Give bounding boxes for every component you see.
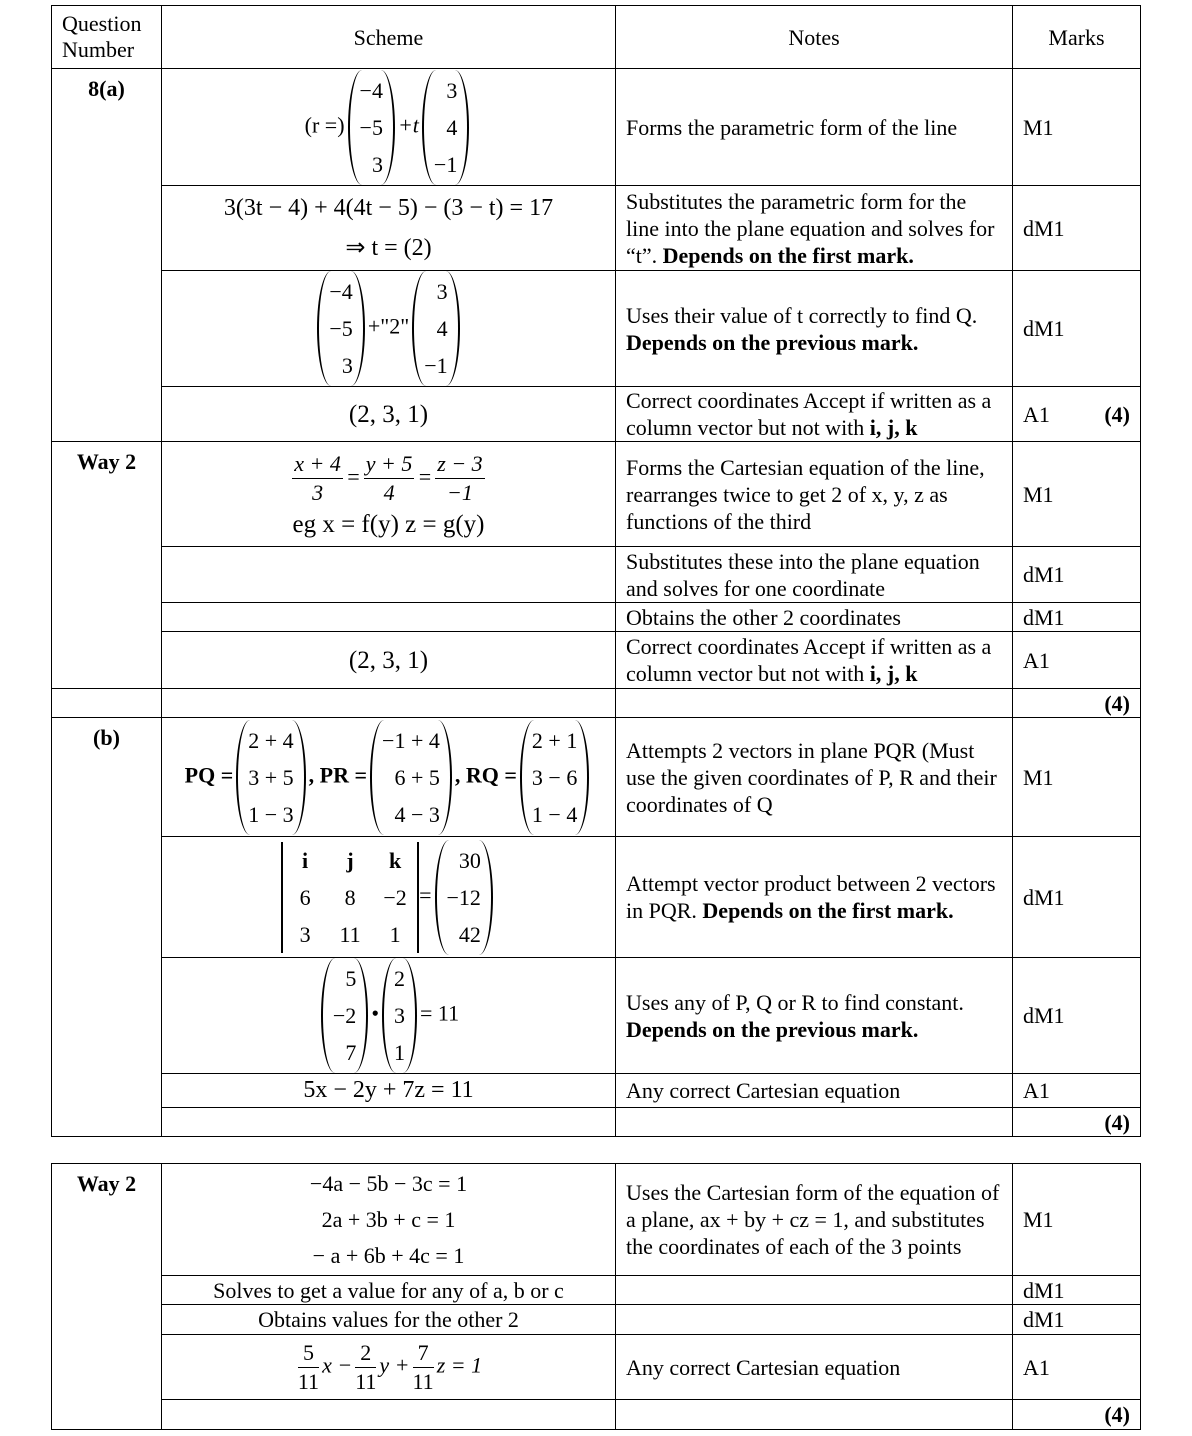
notes-cell: Uses their value of t correctly to find Q. Depends on the previous mark. — [616, 271, 1013, 387]
column-vector: 2 3 1 — [382, 958, 417, 1073]
notes-cell: Correct coordinates Accept if written as a column vector but not with i, j, k — [616, 387, 1013, 442]
notes-cell: Any correct Cartesian equation — [616, 1074, 1013, 1108]
scheme-cell — [162, 603, 616, 632]
marks-cell: M1 — [1013, 1164, 1141, 1276]
table-row — [52, 958, 1141, 1074]
table-row — [52, 837, 1141, 958]
scheme-cell: −4 −5 3 +"2" 3 4 −1 — [162, 271, 616, 387]
column-vector: 2 + 4 3 + 5 1 − 3 — [236, 720, 305, 835]
notes-cell: Any correct Cartesian equation — [616, 1335, 1013, 1400]
marks-cell — [1013, 1108, 1141, 1137]
marks-cell: dM1 — [1013, 1276, 1141, 1305]
question-number: 8(a) — [52, 69, 162, 442]
column-vector: 5 −2 7 — [321, 958, 368, 1073]
table-row — [52, 387, 1141, 442]
marks-cell — [1013, 689, 1141, 718]
table-row — [52, 718, 1141, 837]
column-vector: 3 4 −1 — [412, 271, 459, 386]
scheme-cell: 3(3t − 4) + 4(4t − 5) − (3 − t) = 17 ⇒ t = (2) — [162, 186, 616, 271]
column-vector: −1 + 4 6 + 5 4 − 3 — [370, 720, 452, 835]
mark-scheme-table-1 — [51, 5, 1141, 1137]
notes-cell: Attempt vector product between 2 vectors in PQR. Depends on the first mark. — [616, 837, 1013, 958]
column-vector: 2 + 1 3 − 6 1 − 4 — [520, 720, 589, 835]
table-row — [52, 442, 1141, 547]
notes-cell: Uses the Cartesian form of the equation of a plane, ax + by + cz = 1, and substitutes the coordinates of each of the 3 points — [616, 1164, 1013, 1276]
marks-cell: dM1 — [1013, 271, 1141, 387]
marks-cell: dM1 — [1013, 958, 1141, 1074]
scheme-cell: Solves to get a value for any of a, b or c — [162, 1276, 616, 1305]
scheme-cell — [162, 69, 616, 186]
total-marks: (4) — [1104, 1109, 1130, 1135]
notes-cell: Substitutes the parametric form for the line into the plane equation and solves for “t”. Depends on the first mark. — [616, 186, 1013, 271]
question-number: Way 2 — [52, 442, 162, 689]
question-number: Way 2 — [52, 1164, 162, 1430]
marks-cell: dM1 — [1013, 1305, 1141, 1335]
table-row — [52, 1305, 1141, 1335]
marks-cell: A1 — [1013, 632, 1141, 689]
column-vector: 3 4 −1 — [422, 70, 469, 185]
header-row — [52, 6, 1141, 69]
mark-scheme-table-2 — [51, 1163, 1141, 1430]
scheme-text: +t — [397, 112, 419, 138]
notes-cell: Correct coordinates Accept if written as a column vector but not with i, j, k — [616, 632, 1013, 689]
column-vector: 30 −12 42 — [435, 840, 493, 955]
table-row — [52, 69, 1141, 186]
scheme-cell: (2, 3, 1) — [162, 632, 616, 689]
total-marks: (4) — [1104, 690, 1130, 716]
table-row — [52, 271, 1141, 387]
table-row — [52, 1108, 1141, 1137]
notes-cell: Attempts 2 vectors in plane PQR (Must use the given coordinates of P, R and their coordinates of Q — [616, 718, 1013, 837]
marks-cell — [1013, 1400, 1141, 1430]
notes-cell: Forms the parametric form of the line — [616, 69, 1013, 186]
scheme-cell: 5x − 2y + 7z = 11 — [162, 1074, 616, 1108]
scheme-cell: PQ = 2 + 4 3 + 5 1 − 3 , PR = −1 + 4 6 + 5 4 − 3 , RQ = 2 + 1 3 − 6 1 − 4 — [162, 718, 616, 837]
marks-cell: A1 — [1013, 1074, 1141, 1108]
table-row — [52, 603, 1141, 632]
scheme-cell: i j k 6 8 −2 3 11 1 = 30 −12 42 — [162, 837, 616, 958]
marks-cell: dM1 — [1013, 547, 1141, 603]
table-row — [52, 1164, 1141, 1276]
header-marks: Marks — [1013, 6, 1141, 69]
marks-cell: M1 — [1013, 718, 1141, 837]
notes-cell: Substitutes these into the plane equation and solves for one coordinate — [616, 547, 1013, 603]
scheme-cell: (2, 3, 1) — [162, 387, 616, 442]
scheme-cell: Obtains values for the other 2 — [162, 1305, 616, 1335]
header-question: Question Number — [52, 6, 162, 69]
table-row — [52, 1400, 1141, 1430]
marks-cell: dM1 — [1013, 603, 1141, 632]
table-row — [52, 1335, 1141, 1400]
marks-cell: M1 — [1013, 69, 1141, 186]
scheme-cell: $\frac{x + 4}{3}$ = $\frac{y + 5}{4}$ = $\frac{z - 3}{-1}$ eg x = f(y) z = g(y) — [162, 442, 616, 547]
marks-cell: A1 (4) — [1013, 387, 1141, 442]
column-vector: −4 −5 3 — [348, 70, 395, 185]
notes-cell: Obtains the other 2 coordinates — [616, 603, 1013, 632]
determinant: i j k 6 8 −2 3 11 1 — [281, 842, 419, 953]
total-marks: (4) — [1104, 1402, 1130, 1427]
header-notes: Notes — [616, 6, 1013, 69]
header-scheme: Scheme — [162, 6, 616, 69]
scheme-cell: $\frac{5}{11}$ x − $\frac{2}{11}$ y + $\frac{7}{11}$ z = 1 — [162, 1335, 616, 1400]
question-number: (b) — [52, 718, 162, 1137]
notes-cell: Uses any of P, Q or R to find constant. Depends on the previous mark. — [616, 958, 1013, 1074]
marks-cell: dM1 — [1013, 837, 1141, 958]
scheme-cell: 5 −2 7 • 2 3 1 = 11 — [162, 958, 616, 1074]
table-row — [52, 186, 1141, 271]
notes-cell: Forms the Cartesian equation of the line, rearranges twice to get 2 of x, y, z as functions of the third — [616, 442, 1013, 547]
marks-cell: A1 — [1013, 1335, 1141, 1400]
table-row — [52, 1276, 1141, 1305]
table-row — [52, 632, 1141, 689]
total-marks: (4) — [1104, 401, 1130, 427]
column-vector: −4 −5 3 — [317, 271, 364, 386]
scheme-text: (r =) — [304, 112, 345, 138]
table-row — [52, 689, 1141, 718]
scheme-cell — [162, 547, 616, 603]
marks-cell: dM1 — [1013, 186, 1141, 271]
scheme-cell: −4a − 5b − 3c = 1 2a + 3b + c = 1 − a + 6b + 4c = 1 — [162, 1164, 616, 1276]
table-row — [52, 1074, 1141, 1108]
marks-cell: M1 — [1013, 442, 1141, 547]
table-row — [52, 547, 1141, 603]
